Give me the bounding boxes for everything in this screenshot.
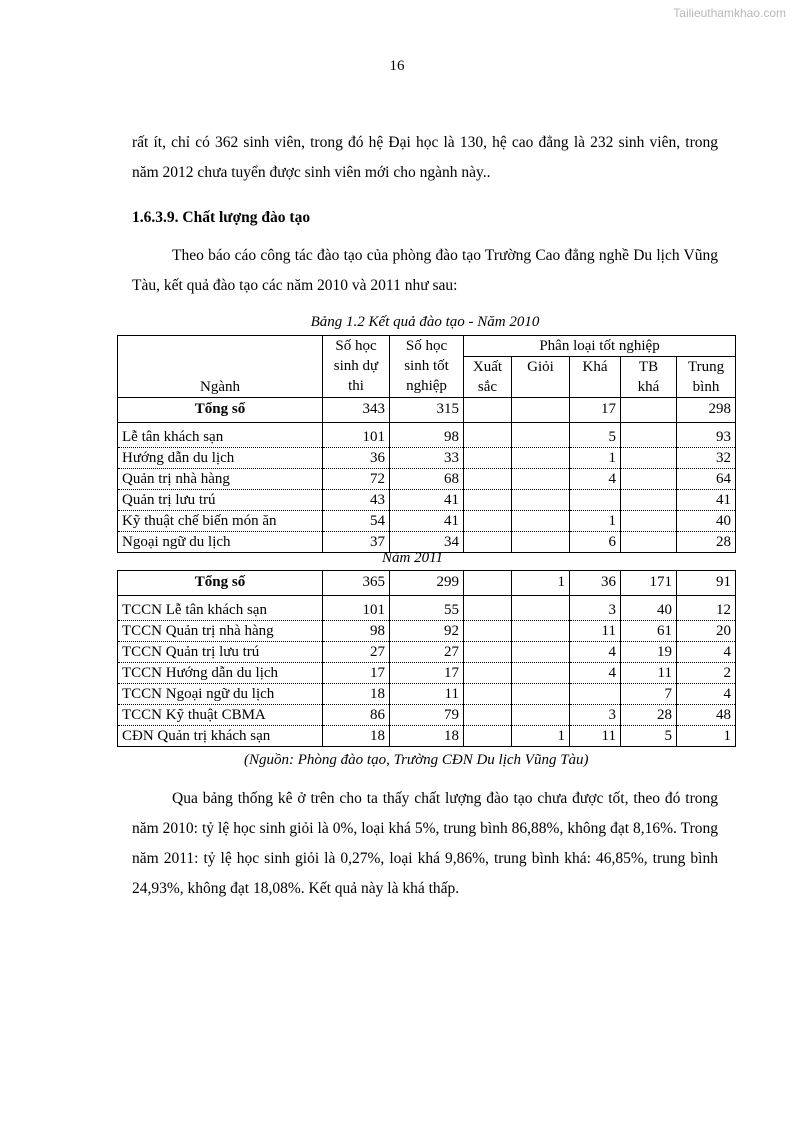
cell	[512, 621, 570, 642]
cell	[621, 423, 677, 448]
cell: 19	[621, 642, 677, 663]
table-row	[118, 511, 736, 532]
cell: 61	[621, 621, 677, 642]
cell: 11	[390, 684, 464, 705]
header-trung-binh	[677, 357, 736, 398]
cell	[512, 596, 570, 621]
cell: 171	[621, 571, 677, 596]
cell	[464, 621, 512, 642]
cell: Lễ tân khách sạn	[118, 423, 323, 448]
cell: 91	[677, 571, 736, 596]
source-note: (Nguồn: Phòng đào tạo, Trường CĐN Du lịch Vũng Tàu)	[244, 752, 589, 768]
cell: Tổng số	[118, 398, 323, 423]
cell	[464, 423, 512, 448]
cell	[464, 490, 512, 511]
cell: 68	[390, 469, 464, 490]
cell: 1	[570, 448, 621, 469]
table-row	[118, 596, 736, 621]
cell	[512, 511, 570, 532]
cell	[464, 705, 512, 726]
header-trung-binh-line: bình	[692, 379, 720, 395]
cell: 64	[677, 469, 736, 490]
cell: Tổng số	[118, 571, 323, 596]
cell: 93	[677, 423, 736, 448]
header-tot-nghiep-line: Số học	[405, 338, 448, 354]
cell: 27	[323, 642, 390, 663]
table-row	[118, 642, 736, 663]
cell: 4	[570, 469, 621, 490]
cell: 5	[570, 423, 621, 448]
table-row	[118, 448, 736, 469]
cell	[512, 469, 570, 490]
cell: 72	[323, 469, 390, 490]
cell: 298	[677, 398, 736, 423]
results-table-2010	[117, 335, 736, 553]
cell: 17	[390, 663, 464, 684]
cell: 1	[570, 511, 621, 532]
cell	[512, 642, 570, 663]
cell	[464, 726, 512, 747]
cell: 12	[677, 596, 736, 621]
table-caption: Bảng 1.2 Kết quả đào tạo - Năm 2010	[310, 314, 540, 330]
cell: 54	[323, 511, 390, 532]
cell: 4	[677, 684, 736, 705]
header-tb-kha-line: khá	[637, 379, 660, 395]
cell: 37	[323, 532, 390, 553]
cell: 1	[677, 726, 736, 747]
total-row-2010	[118, 398, 736, 423]
cell: 36	[323, 448, 390, 469]
cell	[512, 423, 570, 448]
cell	[464, 642, 512, 663]
cell: 20	[677, 621, 736, 642]
cell: 98	[323, 621, 390, 642]
cell: Kỹ thuật chế biến món ăn	[118, 511, 323, 532]
cell: Hướng dẫn du lịch	[118, 448, 323, 469]
cell: Quản trị lưu trú	[118, 490, 323, 511]
header-tb-kha-line: TB	[638, 359, 659, 375]
cell: 2	[677, 663, 736, 684]
header-gioi: Giỏi	[512, 357, 570, 398]
header-du-thi-line: sinh dự	[333, 358, 379, 374]
table-row	[118, 684, 736, 705]
cell: 6	[570, 532, 621, 553]
cell: CĐN Quản trị khách sạn	[118, 726, 323, 747]
watermark: Tailieuthamkhao.com	[673, 6, 786, 20]
header-nganh: Ngành	[118, 336, 323, 398]
cell	[464, 663, 512, 684]
cell	[464, 398, 512, 423]
cell: 17	[570, 398, 621, 423]
lead-paragraph: Theo báo cáo công tác đào tạo của phòng đào tạo Trường Cao đẳng nghề Du lịch Vũng Tàu, kết quả đào tạo các năm 2010 và 2011 như sau:	[132, 247, 718, 294]
header-xuat-sac	[464, 357, 512, 398]
results-table-2011	[117, 570, 736, 747]
cell: 18	[390, 726, 464, 747]
cell	[464, 469, 512, 490]
header-tb-kha	[621, 357, 677, 398]
cell: 315	[390, 398, 464, 423]
cell	[512, 705, 570, 726]
table-row	[118, 469, 736, 490]
cell: 86	[323, 705, 390, 726]
header-xuat-sac-line: Xuất	[472, 359, 503, 375]
header-tot-nghiep-line: nghiệp	[406, 378, 447, 394]
cell: Ngoại ngữ du lịch	[118, 532, 323, 553]
page-number: 16	[389, 58, 405, 74]
cell: 4	[570, 663, 621, 684]
cell	[512, 448, 570, 469]
cell: TCCN Kỹ thuật CBMA	[118, 705, 323, 726]
cell	[621, 398, 677, 423]
cell: 299	[390, 571, 464, 596]
cell	[621, 490, 677, 511]
cell: 43	[323, 490, 390, 511]
cell: 101	[323, 596, 390, 621]
cell: TCCN Lễ tân khách sạn	[118, 596, 323, 621]
cell: TCCN Hướng dẫn du lịch	[118, 663, 323, 684]
header-tot-nghiep-line: sinh tốt	[404, 358, 449, 374]
table-row	[118, 663, 736, 684]
cell: 11	[570, 621, 621, 642]
cell: 101	[323, 423, 390, 448]
cell: 28	[621, 705, 677, 726]
cell	[621, 448, 677, 469]
cell: 7	[621, 684, 677, 705]
cell: 41	[390, 490, 464, 511]
cell: 33	[390, 448, 464, 469]
header-phan-loai: Phân loại tốt nghiệp	[464, 336, 736, 357]
cell: 18	[323, 684, 390, 705]
cell: 36	[570, 571, 621, 596]
cell: 40	[677, 511, 736, 532]
intro-paragraph: rất ít, chỉ có 362 sinh viên, trong đó hệ Đại học là 130, hệ cao đẳng là 232 sinh viên, trong năm 2012 chưa tuyển được sinh viên mới cho ngành này..	[132, 134, 718, 181]
year-2011-label: Năm 2011	[382, 550, 443, 566]
cell: 11	[621, 663, 677, 684]
cell: 32	[677, 448, 736, 469]
cell	[621, 511, 677, 532]
cell	[464, 571, 512, 596]
cell	[464, 511, 512, 532]
cell	[570, 684, 621, 705]
cell: 4	[570, 642, 621, 663]
cell: 1	[512, 726, 570, 747]
cell	[570, 490, 621, 511]
cell	[464, 596, 512, 621]
cell: 11	[570, 726, 621, 747]
table-row	[118, 621, 736, 642]
cell	[464, 448, 512, 469]
cell: 365	[323, 571, 390, 596]
cell	[512, 684, 570, 705]
cell: 3	[570, 705, 621, 726]
cell: TCCN Quản trị lưu trú	[118, 642, 323, 663]
header-xuat-sac-line: sắc	[477, 379, 498, 395]
cell: 5	[621, 726, 677, 747]
cell: 41	[677, 490, 736, 511]
cell: 27	[390, 642, 464, 663]
conclusion-paragraph: Qua bảng thống kê ở trên cho ta thấy chất lượng đào tạo chưa được tốt, theo đó trong năm 2010: tỷ lệ học sinh giỏi là 0%, loại khá 5%, trung bình 86,88%, không đạt 8,16%. Trong năm 2011: tỷ lệ học sinh giỏi là 0,27%, loại khá 9,86%, trung bình khá: 46,85%, trung bình 24,93%, không đạt 18,08%. Kết quả này là khá thấp.	[132, 790, 718, 897]
header-du-thi-line: Số học	[335, 338, 377, 354]
cell: 40	[621, 596, 677, 621]
cell	[621, 469, 677, 490]
header-du-thi-line: thi	[348, 378, 364, 394]
cell: 55	[390, 596, 464, 621]
cell: 4	[677, 642, 736, 663]
cell: 28	[677, 532, 736, 553]
cell: 17	[323, 663, 390, 684]
cell	[512, 663, 570, 684]
cell	[512, 490, 570, 511]
cell: 1	[512, 571, 570, 596]
cell: 92	[390, 621, 464, 642]
cell: 34	[390, 532, 464, 553]
cell: 98	[390, 423, 464, 448]
table-row	[118, 490, 736, 511]
section-heading: 1.6.3.9. Chất lượng đào tạo	[132, 209, 311, 226]
cell: Quản trị nhà hàng	[118, 469, 323, 490]
cell: 343	[323, 398, 390, 423]
cell	[464, 684, 512, 705]
header-kha: Khá	[570, 357, 621, 398]
cell: 18	[323, 726, 390, 747]
cell: TCCN Ngoại ngữ du lịch	[118, 684, 323, 705]
table-row	[118, 726, 736, 747]
cell: 41	[390, 511, 464, 532]
cell: 79	[390, 705, 464, 726]
cell: 48	[677, 705, 736, 726]
header-du-thi	[323, 336, 390, 398]
cell	[512, 398, 570, 423]
table-row	[118, 705, 736, 726]
cell: TCCN Quản trị nhà hàng	[118, 621, 323, 642]
header-trung-binh-line: Trung	[687, 359, 725, 375]
total-row-2011	[118, 571, 736, 596]
table-row	[118, 423, 736, 448]
header-tot-nghiep	[390, 336, 464, 398]
cell: 3	[570, 596, 621, 621]
